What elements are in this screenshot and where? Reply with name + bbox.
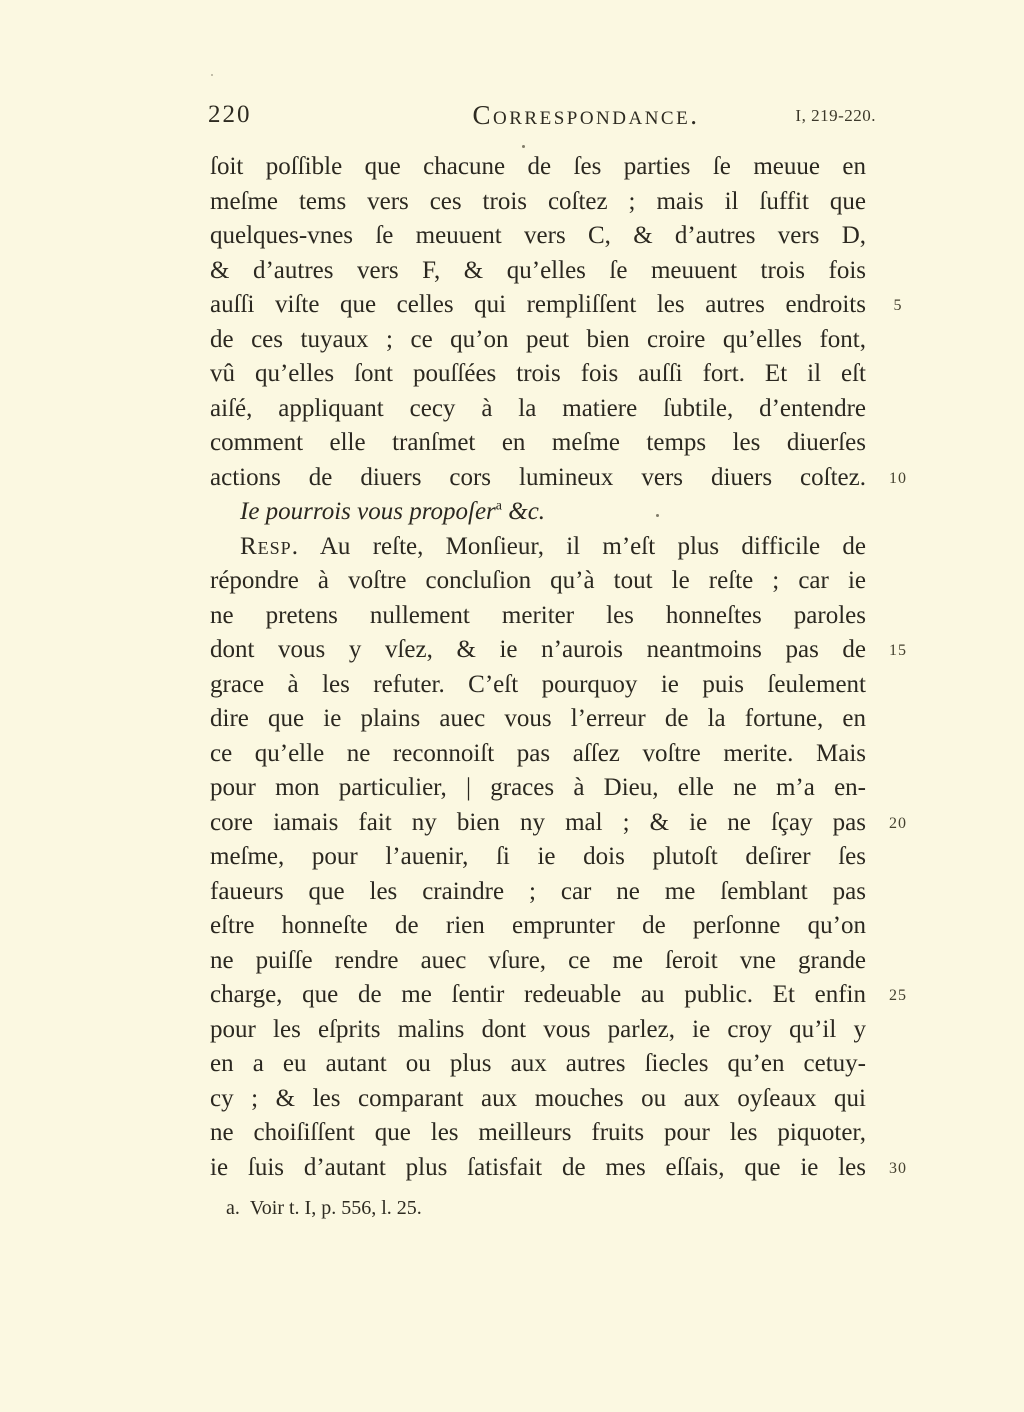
text-line <box>210 737 866 772</box>
text-line <box>210 1013 866 1048</box>
text-segment: charge, que de me ſentir redeuable au public. Et enfin <box>210 981 866 1008</box>
footnote-marker: a. <box>226 1197 240 1219</box>
margin-line-number: 5 <box>893 297 903 314</box>
text-segment: ſoit poſſible que chacune de ſes parties ſe meuue en <box>210 153 866 180</box>
text-segment: dire que ie plains auec vous l’erreur de la fortune, en <box>210 705 866 732</box>
text-segment: pour les eſprits malins dont vous parlez, ie croy qu’il y <box>210 1015 866 1043</box>
text-line <box>210 633 907 668</box>
scan-speck <box>656 514 659 517</box>
footnote <box>226 1197 422 1220</box>
margin-line-number: 30 <box>889 1159 907 1177</box>
text-segment: répondre à voſtre concluſion qu’à tout le reſte ; car ie <box>210 567 866 594</box>
text-segment: pour mon particulier, | graces à Dieu, elle ne m’a en- <box>210 774 866 801</box>
scan-speck <box>211 74 213 76</box>
text-segment: auſſi viſte que celles qui rempliſſent les autres endroits <box>210 291 866 318</box>
text-segment: faueurs que les craindre ; car ne me ſemblant pas <box>210 877 866 905</box>
text-line <box>210 185 866 220</box>
footnote-text: Voir t. I, p. 556, l. 25. <box>249 1197 422 1219</box>
text-line <box>210 599 866 634</box>
folio-reference: I, 219-220. <box>795 106 876 125</box>
text-segment: cy ; & les comparant aux mouches ou aux oyſeaux qui <box>210 1084 866 1112</box>
text-segment: Ie pourrois vous propoſer <box>240 498 496 525</box>
text-segment: en a eu autant ou plus aux autres ſiecles qu’en cetuy- <box>210 1050 866 1077</box>
text-line <box>210 392 866 427</box>
text-segment: ne choiſiſſent que les meilleurs fruits pour les piquoter, <box>210 1119 866 1146</box>
scan-speck <box>522 145 525 148</box>
text-line <box>210 978 907 1013</box>
text-line <box>210 323 866 358</box>
text-segment: ce qu’elle ne reconnoiſt pas aſſez voſtre merite. Mais <box>210 739 866 767</box>
text-line <box>210 1047 866 1082</box>
text-segment: meſme tems vers ces trois coſtez ; mais il ſuffit que <box>210 187 866 215</box>
text-line <box>210 771 866 806</box>
text-line <box>210 219 866 254</box>
running-title: Correspondance. <box>472 100 700 130</box>
text-line <box>210 357 866 392</box>
page-number: 220 <box>208 101 252 128</box>
text-line <box>210 806 907 841</box>
margin-line-number: 20 <box>889 814 907 832</box>
text-segment: vû qu’elles ſont pouſſées trois fois auſſi fort. Et il eſt <box>210 360 866 387</box>
text-line <box>210 1151 907 1186</box>
text-line <box>210 702 866 737</box>
text-line <box>210 288 903 323</box>
text-segment: core iamais fait ny bien ny mal ; & ie ne ſçay pas <box>210 808 866 836</box>
margin-line-number: 25 <box>889 987 907 1004</box>
text-segment: de ces tuyaux ; ce qu’on peut bien croire qu’elles font, <box>210 325 866 353</box>
text-line <box>210 944 866 979</box>
text-segment: actions de diuers cors lumineux vers diuers coſtez. <box>210 463 866 491</box>
text-line <box>210 909 866 944</box>
footnote-reference: a <box>495 498 502 514</box>
text-line <box>210 150 866 185</box>
text-line <box>210 875 866 910</box>
text-segment: & d’autres vers F, & qu’elles ſe meuuent trois fois <box>210 256 866 284</box>
text-segment: meſme, pour l’auenir, ſi ie dois plutoſt deſirer ſes <box>210 843 866 870</box>
text-line <box>210 840 866 875</box>
text-segment: ie ſuis d’autant plus ſatisfait de mes eſſais, que ie les <box>210 1153 866 1181</box>
text-line <box>210 1082 866 1117</box>
text-line <box>210 668 866 703</box>
text-line <box>210 564 866 599</box>
text-line <box>210 461 907 496</box>
text-line <box>210 426 866 461</box>
text-segment: quelques-vnes ſe meuuent vers C, & d’autres vers D, <box>210 222 866 249</box>
text-segment: ne pretens nullement meriter les honneſtes paroles <box>210 601 866 629</box>
text-segment: dont vous y vſez, & ie n’aurois neantmoins pas de <box>210 636 866 663</box>
text-segment: comment elle tranſmet en meſme temps les diuerſes <box>210 429 866 456</box>
text-line <box>210 1116 866 1151</box>
text-segment: eſtre honneſte de rien emprunter de perſonne qu’on <box>210 912 866 939</box>
text-line <box>210 495 866 530</box>
text-segment: Au reſte, Monſieur, il m’eſt plus difficile de <box>298 532 866 560</box>
margin-line-number: 10 <box>889 469 907 487</box>
text-segment: &c. <box>502 498 546 525</box>
text-segment: Resp. <box>240 532 299 560</box>
text-segment: aiſé, appliquant cecy à la matiere ſubtile, d’entendre <box>210 394 866 422</box>
text-segment: ne puiſſe rendre auec vſure, ce me ſeroit vne grande <box>210 946 866 974</box>
text-segment: grace à les refuter. C’eſt pourquoy ie puis ſeulement <box>210 670 866 698</box>
text-line <box>210 254 866 289</box>
text-line <box>210 530 866 565</box>
margin-line-number: 15 <box>889 642 907 659</box>
text-block <box>210 150 907 1185</box>
